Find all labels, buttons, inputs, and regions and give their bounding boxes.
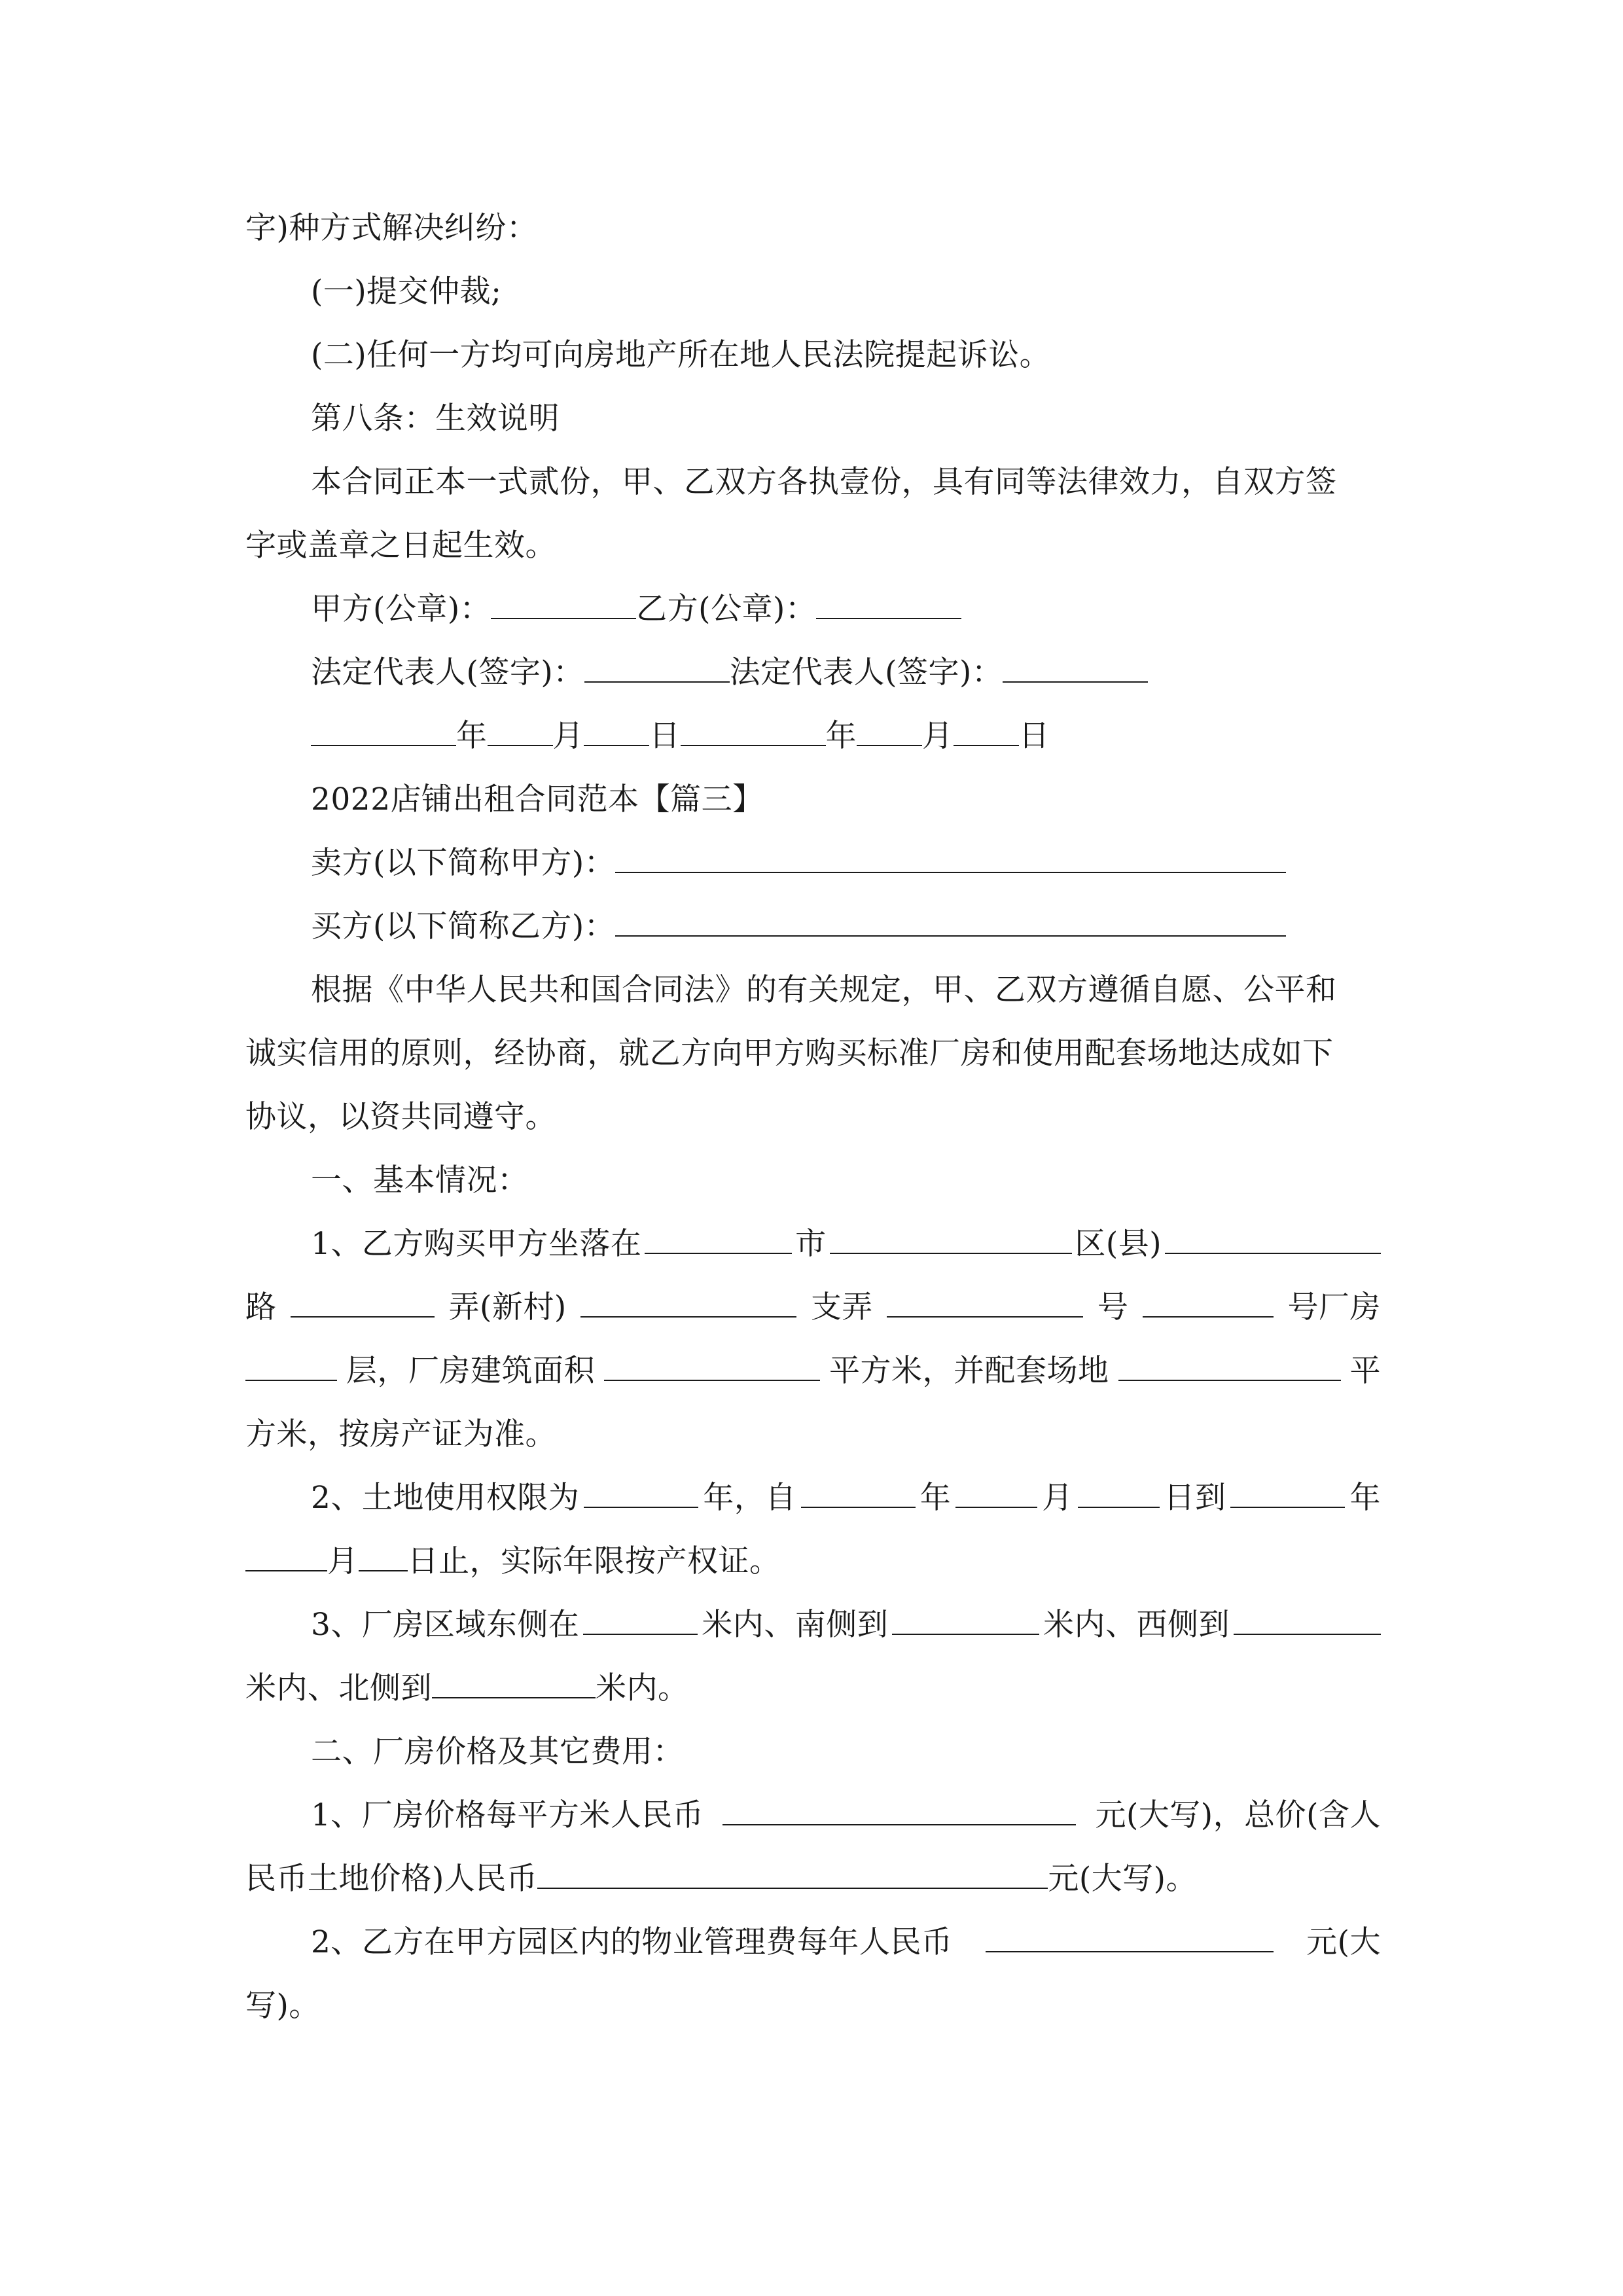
blank-field	[537, 1860, 1048, 1889]
text: 第八条：生效说明	[311, 401, 560, 437]
text: 字)种方式解决纠纷：	[245, 210, 538, 246]
text: 根据《中华人民共和国合同法》的有关规定，甲、乙双方遵循自愿、公平和	[311, 972, 1337, 1008]
party-line	[245, 895, 1381, 958]
blank-field	[604, 1352, 820, 1381]
text: 一、基本情况：	[311, 1162, 529, 1198]
blank-field	[615, 844, 1286, 873]
text-line	[245, 514, 1381, 577]
text-line	[245, 260, 1381, 323]
text: 日	[649, 718, 681, 754]
text: 层，厂房建筑面积	[346, 1353, 595, 1389]
blank-field	[722, 1797, 1076, 1825]
text: 3、厂房区域东侧在	[311, 1607, 580, 1643]
text: 协议，以资共同遵守。	[245, 1099, 556, 1135]
text: 元(大	[1306, 1924, 1381, 1960]
text: 2、土地使用权限为	[311, 1480, 580, 1516]
blank-field	[955, 1479, 1037, 1508]
text-line	[245, 1974, 1381, 2037]
blank-field	[1165, 1225, 1381, 1254]
text: 号	[1097, 1289, 1129, 1325]
text-line	[245, 1910, 1381, 1974]
text: 平	[1349, 1353, 1381, 1389]
text: 米内、南侧到	[702, 1607, 889, 1643]
text-line	[245, 1276, 1381, 1339]
blank-field	[1003, 654, 1148, 683]
date-line	[245, 704, 1381, 768]
text: 月	[552, 718, 584, 754]
blank-field	[491, 590, 636, 619]
text: 2、乙方在甲方园区内的物业管理费每年人民币	[311, 1924, 953, 1960]
blank-field	[830, 1225, 1072, 1254]
document-page	[245, 196, 1381, 2037]
text: (二)任何一方均可向房地产所在地人民法院提起诉讼。	[311, 337, 1051, 373]
blank-field	[432, 1670, 596, 1698]
text-line	[245, 1339, 1381, 1403]
text-line	[245, 1466, 1381, 1530]
text: 米内、西侧到	[1043, 1607, 1230, 1643]
text: 米内。	[596, 1670, 689, 1706]
blank-field	[954, 717, 1019, 746]
blank-field	[291, 1289, 435, 1318]
text: 字或盖章之日起生效。	[245, 528, 556, 564]
section-title	[245, 768, 1381, 831]
text: 路	[245, 1289, 277, 1325]
blank-field	[1230, 1479, 1345, 1508]
text: 平方米，并配套场地	[829, 1353, 1109, 1389]
text: 卖方(以下简称甲方)：	[311, 845, 616, 881]
text: 日	[1018, 718, 1050, 754]
text: 号厂房	[1287, 1289, 1381, 1325]
signature-line	[245, 641, 1381, 704]
text: 1、厂房价格每平方米人民币	[311, 1797, 704, 1833]
text: 年，自	[703, 1480, 796, 1516]
text: 市	[795, 1226, 827, 1262]
text: 乙方(公章)：	[636, 591, 817, 627]
blank-field	[245, 1543, 327, 1571]
text: 法定代表人(签字)：	[729, 655, 1003, 691]
text: 月	[327, 1543, 359, 1579]
text: 月	[922, 718, 954, 754]
text: 年	[919, 1480, 952, 1516]
text: 日止，实际年限按产权证。	[407, 1543, 781, 1579]
article-heading	[245, 387, 1381, 450]
blank-field	[583, 1606, 698, 1635]
blank-field	[1143, 1289, 1274, 1318]
blank-field	[584, 717, 649, 746]
text: 买方(以下简称乙方)：	[311, 908, 616, 944]
text: 方米，按房产证为准。	[245, 1416, 556, 1452]
text-line	[245, 1657, 1381, 1720]
clause-heading	[245, 1720, 1381, 1784]
blank-field	[1234, 1606, 1381, 1635]
seal-line	[245, 577, 1381, 641]
text: 元(大写)，总价(含人	[1095, 1797, 1381, 1833]
clause-heading	[245, 1149, 1381, 1212]
text: 诚实信用的原则，经协商，就乙方向甲方购买标准厂房和使用配套场地达成如下	[245, 1035, 1334, 1071]
blank-field	[488, 717, 553, 746]
text: 月	[1042, 1480, 1073, 1516]
text: 甲方(公章)：	[311, 591, 491, 627]
text: 二、厂房价格及其它费用：	[311, 1734, 684, 1770]
text: 2022店铺出租合同范本【篇三】	[311, 781, 764, 817]
text: 弄(新村)	[448, 1289, 567, 1325]
text-line	[245, 1847, 1381, 1910]
blank-field	[245, 1352, 337, 1381]
text: 1、乙方购买甲方坐落在	[311, 1226, 642, 1262]
blank-field	[681, 717, 826, 746]
blank-field	[887, 1289, 1083, 1318]
text: 元(大写)。	[1048, 1861, 1198, 1897]
text: 民币土地价格)人民币	[245, 1861, 538, 1897]
text-line	[245, 1784, 1381, 1847]
text: 本合同正本一式贰份，甲、乙双方各执壹份，具有同等法律效力，自双方签	[311, 464, 1337, 500]
text: 区(县)	[1075, 1226, 1162, 1262]
text-line	[245, 323, 1381, 387]
blank-field	[892, 1606, 1039, 1635]
text: 写)。	[245, 1988, 320, 2024]
blank-field	[359, 1543, 408, 1571]
blank-field	[645, 1225, 792, 1254]
text-line	[245, 1085, 1381, 1149]
blank-field	[857, 717, 922, 746]
party-line	[245, 831, 1381, 895]
blank-field	[1078, 1479, 1160, 1508]
text-line	[245, 1212, 1381, 1276]
blank-field	[1118, 1352, 1341, 1381]
text: 年	[1349, 1480, 1381, 1516]
text-line	[245, 958, 1381, 1022]
blank-field	[986, 1924, 1274, 1952]
text-line	[245, 196, 1381, 260]
text-line	[245, 450, 1381, 514]
text: 支弄	[810, 1289, 873, 1325]
blank-field	[580, 1289, 796, 1318]
text-line	[245, 1530, 1381, 1593]
text-line	[245, 1403, 1381, 1466]
blank-field	[801, 1479, 916, 1508]
text: (一)提交仲裁;	[311, 274, 502, 310]
text: 年	[456, 718, 488, 754]
text: 日到	[1164, 1480, 1226, 1516]
text-line	[245, 1022, 1381, 1085]
blank-field	[615, 908, 1286, 937]
text: 米内、北侧到	[245, 1670, 432, 1706]
text: 年	[825, 718, 857, 754]
blank-field	[584, 1479, 698, 1508]
blank-field	[816, 590, 961, 619]
blank-field	[311, 717, 456, 746]
text: 法定代表人(签字)：	[311, 655, 584, 691]
blank-field	[584, 654, 730, 683]
text-line	[245, 1593, 1381, 1657]
